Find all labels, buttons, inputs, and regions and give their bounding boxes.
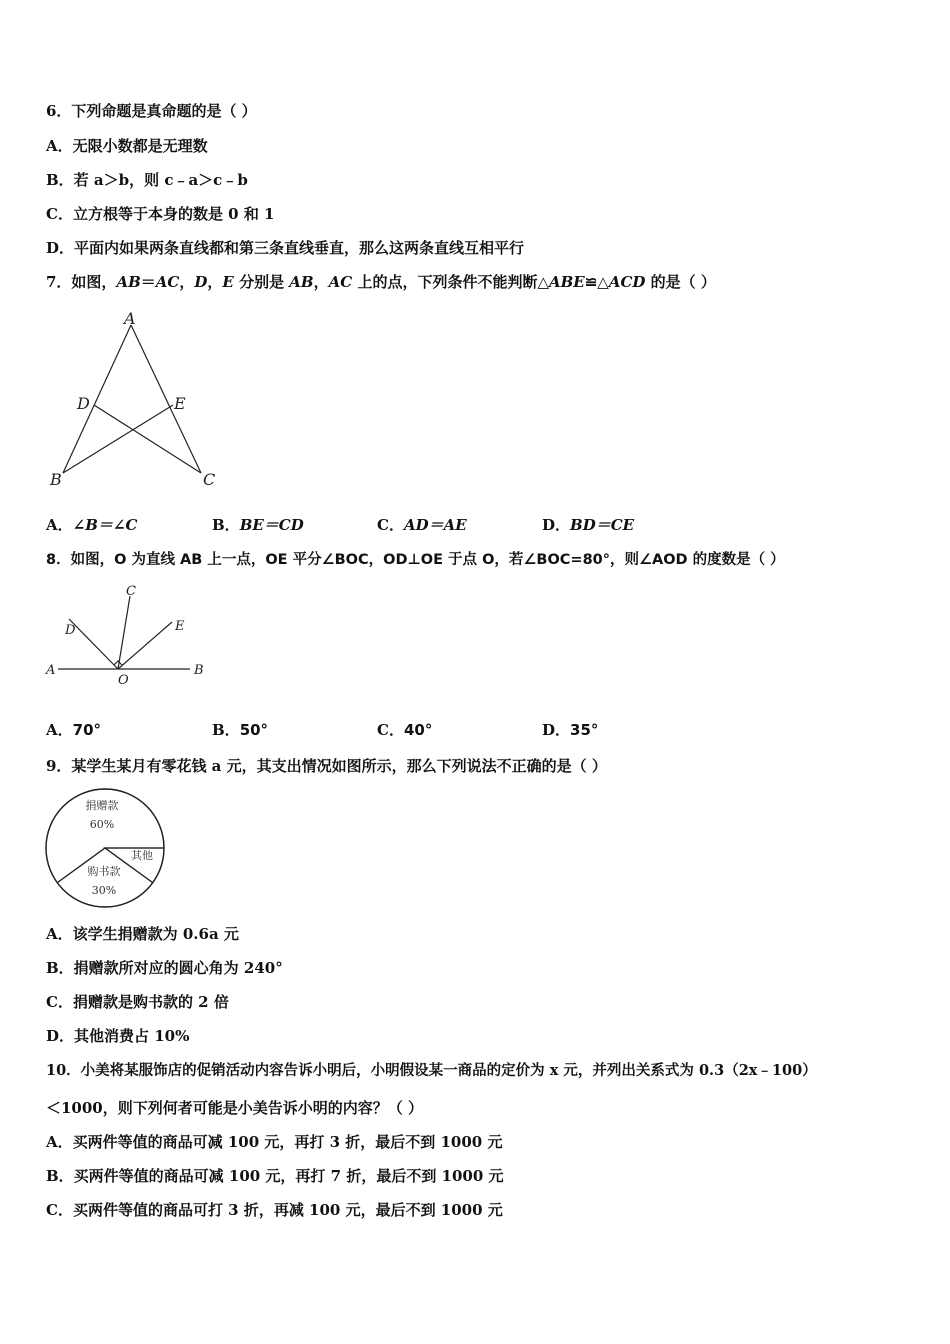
q7-option-c <box>377 515 467 535</box>
q7-stem-part: ， <box>179 273 195 291</box>
q8-option-text: 70° <box>72 721 102 739</box>
q7-stem-part: 分别是 <box>233 273 290 291</box>
q7-triangle-figure <box>40 305 240 495</box>
q8-option-letter: D． <box>542 721 571 739</box>
q6-option-c: C．立方根等于本身的数是 0 和 1 <box>46 205 275 223</box>
q6-option-d: D．平面内如果两条直线都和第三条直线垂直，那么这两条直线互相平行 <box>46 239 525 257</box>
q7-option-d <box>542 515 634 535</box>
q9-stem: 9．某学生某月有零花钱 a 元，其支出情况如图所示，那么下列说法不正确的是（ ） <box>46 757 607 775</box>
q8-label-d: D <box>65 623 76 638</box>
q8-stem: 8．如图，O 为直线 AB 上一点，OE 平分∠BOC，OD⊥OE 于点 O，若∠BOC=80°，则∠AOD 的度数是（ ） <box>46 552 785 568</box>
q7-stem-part: 的是（ ） <box>645 273 716 291</box>
q7-stem-num: 7．如图， <box>46 273 117 291</box>
q7-stem-part: AB <box>289 273 314 291</box>
q7-stem <box>46 272 716 292</box>
q7-stem-part: ≌△ <box>584 273 609 291</box>
q8-label-b: B <box>194 663 204 678</box>
q8-option-text: 40° <box>403 721 433 739</box>
q7-option-letter: C． <box>377 516 404 534</box>
q9-pie-value-books: 30% <box>91 884 117 897</box>
q7-stem-part: AB <box>116 273 141 291</box>
q7-option-text: AD＝AE <box>403 516 467 534</box>
q8-option-d <box>542 720 598 740</box>
q7-option-letter: D． <box>542 516 571 534</box>
q7-option-text: BD＝CE <box>570 516 635 534</box>
q7-label-e: E <box>174 394 186 413</box>
q7-stem-part: ABE <box>548 273 585 291</box>
q8-label-e: E <box>175 619 185 634</box>
q10-option-b: B．买两件等值的商品可减 100 元，再打 7 折，最后不到 1000 元 <box>46 1167 504 1185</box>
q7-label-d: D <box>77 394 90 413</box>
q7-label-a: A <box>124 309 136 328</box>
q7-option-a <box>46 515 137 535</box>
q9-option-d: D．其他消费占 10% <box>46 1027 190 1045</box>
q9-pie-figure <box>44 787 168 911</box>
q7-stem-part: ACD <box>608 273 646 291</box>
q9-option-a: A．该学生捐赠款为 0.6a 元 <box>46 925 239 943</box>
q9-pie-label-books: 购书款 <box>87 865 121 878</box>
q9-option-b: B．捐赠款所对应的圆心角为 240° <box>46 959 283 977</box>
q7-stem-part: AC <box>155 273 180 291</box>
q6-stem: 6．下列命题是真命题的是（ ） <box>46 102 257 120</box>
q7-option-letter: B． <box>212 516 240 534</box>
q8-label-c: C <box>126 584 136 599</box>
q7-stem-part: 上的点，下列条件不能判断△ <box>352 273 549 291</box>
q7-option-b <box>212 515 304 535</box>
q7-stem-part: AC <box>328 273 353 291</box>
q8-option-text: 50° <box>239 721 269 739</box>
q7-stem-part: D <box>194 273 208 291</box>
q7-stem-part: ， <box>207 273 223 291</box>
q9-option-c: C．捐赠款是购书款的 2 倍 <box>46 993 229 1011</box>
q8-label-o: O <box>118 673 129 688</box>
q10-option-a: A．买两件等值的商品可减 100 元，再打 3 折，最后不到 1000 元 <box>46 1133 503 1151</box>
q8-option-letter: C． <box>377 721 404 739</box>
q10-stem-line1: 10．小美将某服饰店的促销活动内容告诉小明后，小明假设某一商品的定价为 x 元，并列出关系式为 0.3（2x﹣100） <box>46 1062 817 1079</box>
q8-label-a: A <box>46 663 56 678</box>
q7-option-text: ∠B＝∠C <box>72 516 138 534</box>
q7-stem-part: ， <box>313 273 329 291</box>
q8-angle-figure <box>40 582 220 692</box>
q8-option-c <box>377 720 432 740</box>
q7-label-b: B <box>50 470 62 489</box>
q8-option-letter: A． <box>46 721 73 739</box>
q7-stem-part: E <box>222 273 234 291</box>
q8-option-a <box>46 720 101 740</box>
q7-stem-part: ＝ <box>140 273 156 291</box>
q10-option-c: C．买两件等值的商品可打 3 折，再减 100 元，最后不到 1000 元 <box>46 1201 503 1219</box>
q10-stem-line2: ＜1000，则下列何者可能是小美告诉小明的内容？（ ） <box>46 1099 423 1117</box>
q6-option-a: A．无限小数都是无理数 <box>46 137 208 155</box>
q7-option-text: BE＝CD <box>239 516 304 534</box>
q9-pie-value-donation: 60% <box>89 818 115 831</box>
q9-pie-label-donation: 捐赠款 <box>85 799 119 812</box>
q6-option-b: B．若 a＞b，则 c﹣a＞c﹣b <box>46 171 248 189</box>
q8-option-letter: B． <box>212 721 240 739</box>
q7-label-c: C <box>203 470 216 489</box>
q8-option-text: 35° <box>570 721 599 739</box>
q8-option-b <box>212 720 268 740</box>
q9-pie-label-other: 其他 <box>131 849 153 862</box>
q7-option-letter: A． <box>46 516 73 534</box>
